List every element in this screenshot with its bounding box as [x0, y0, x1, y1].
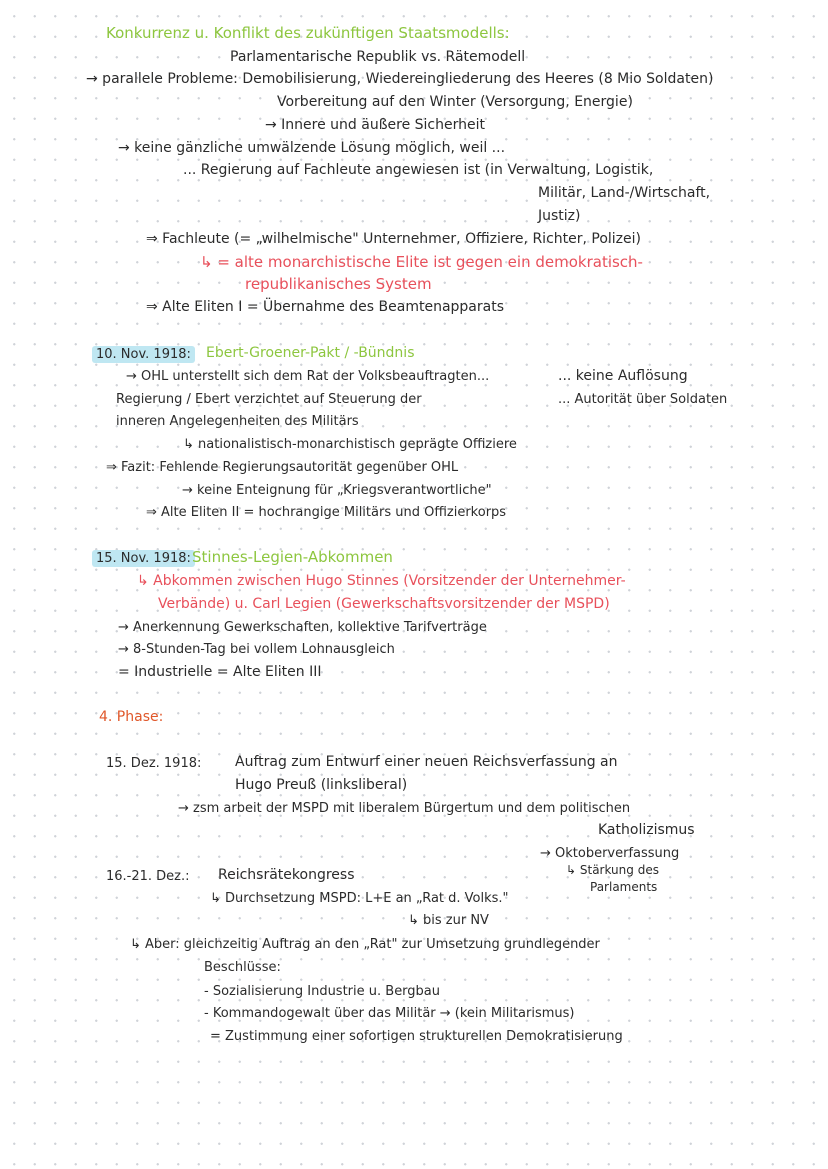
date-badge: 15. Nov. 1918: — [92, 550, 195, 567]
side-note-line: ↳ Stärkung des — [566, 863, 659, 877]
red-note-line: Verbände) u. Carl Legien (Gewerkschaftsvorsitzender der MSPD) — [158, 596, 610, 612]
text-line: inneren Angelegenheiten des Militärs — [116, 414, 359, 429]
text-line: ↳ Durchsetzung MSPD: L+E an „Rat d. Volks." — [210, 891, 509, 906]
text-line: ↳ bis zur NV — [408, 913, 489, 928]
text-line: ... Regierung auf Fachleute angewiesen ist (in Verwaltung, Logistik, — [183, 162, 654, 178]
date-badge: 10. Nov. 1918: — [92, 346, 195, 363]
red-note-line: republikanisches System — [245, 275, 432, 293]
text-line: → zsm arbeit der MSPD mit liberalem Bürgertum und dem politischen — [178, 801, 631, 816]
text-line: ⇒ Fachleute (= „wilhelmische" Unternehmer, Offiziere, Richter, Polizei) — [146, 231, 641, 247]
text-line: ... Autorität über Soldaten — [558, 392, 728, 407]
text-line: → Innere und äußere Sicherheit — [265, 117, 485, 133]
text-line: Vorbereitung auf den Winter (Versorgung, Energie) — [277, 94, 633, 110]
bullet-line: = Zustimmung einer sofortigen strukturellen Demokratisierung — [210, 1029, 623, 1044]
text-line: Beschlüsse: — [204, 960, 281, 975]
text-line: Katholizismus — [598, 822, 695, 838]
text-line: → OHL unterstellt sich dem Rat der Volksbeauftragten... — [126, 369, 490, 384]
bullet-line: - Kommandogewalt über das Militär → (kein Militarismus) — [204, 1006, 575, 1021]
text-line: Reichsrätekongress — [218, 867, 355, 883]
text-line: ↳ Aber: gleichzeitig Auftrag an den „Rat" zur Umsetzung grundlegender — [130, 937, 600, 952]
text-line: Auftrag zum Entwurf einer neuen Reichsverfassung an — [235, 754, 618, 770]
conclusion-line: ⇒ Alte Eliten I = Übernahme des Beamtenapparats — [146, 299, 504, 315]
text-line: → parallele Probleme: Demobilisierung, Wiedereingliederung des Heeres (8 Mio Soldaten) — [86, 71, 714, 87]
side-note-line: Parlaments — [590, 880, 658, 894]
text-line: Militär, Land-/Wirtschaft, — [538, 185, 711, 201]
bullet-line: - Sozialisierung Industrie u. Bergbau — [204, 984, 441, 999]
text-line: → Anerkennung Gewerkschaften, kollektive Tarifverträge — [118, 620, 487, 635]
section-title-ebert-groener: Ebert-Groener-Pakt / -Bündnis — [206, 345, 415, 361]
red-note-line: ↳ Abkommen zwischen Hugo Stinnes (Vorsitzender der Unternehmer- — [137, 573, 626, 589]
red-note-line: ↳ = alte monarchistische Elite ist gegen ein demokratisch- — [200, 253, 643, 271]
conclusion-line: = Industrielle = Alte Eliten III — [118, 664, 322, 680]
date-label: 15. Dez. 1918: — [106, 756, 202, 771]
text-line: → keine Enteignung für „Kriegsverantwortliche" — [182, 483, 492, 498]
conclusion-line: ⇒ Alte Eliten II = hochrangige Militärs und Offizierkorps — [146, 505, 507, 520]
side-note-line: → Oktoberverfassung — [540, 846, 680, 861]
text-line: → 8-Stunden-Tag bei vollem Lohnausgleich — [118, 642, 395, 657]
text-line: Hugo Preuß (linksliberal) — [235, 777, 408, 793]
text-line: ↳ nationalistisch-monarchistisch geprägte Offiziere — [183, 437, 517, 452]
section-title-konkurrenz: Konkurrenz u. Konflikt des zukünftigen Staatsmodells: — [106, 24, 510, 42]
date-label: 16.-21. Dez.: — [106, 869, 190, 884]
models-line: Parlamentarische Republik vs. Rätemodell — [230, 49, 526, 65]
text-line: Regierung / Ebert verzichtet auf Steuerung der — [116, 392, 422, 407]
text-line: ... keine Auflösung — [558, 368, 688, 384]
text-line: ⇒ Fazit: Fehlende Regierungsautorität gegenüber OHL — [106, 460, 459, 475]
text-line: Justiz) — [538, 208, 581, 224]
text-line: → keine gänzliche umwälzende Lösung möglich, weil ... — [118, 140, 506, 156]
phase-heading: 4. Phase: — [99, 709, 164, 725]
section-title-stinnes-legien: Stinnes-Legien-Abkommen — [192, 548, 393, 566]
